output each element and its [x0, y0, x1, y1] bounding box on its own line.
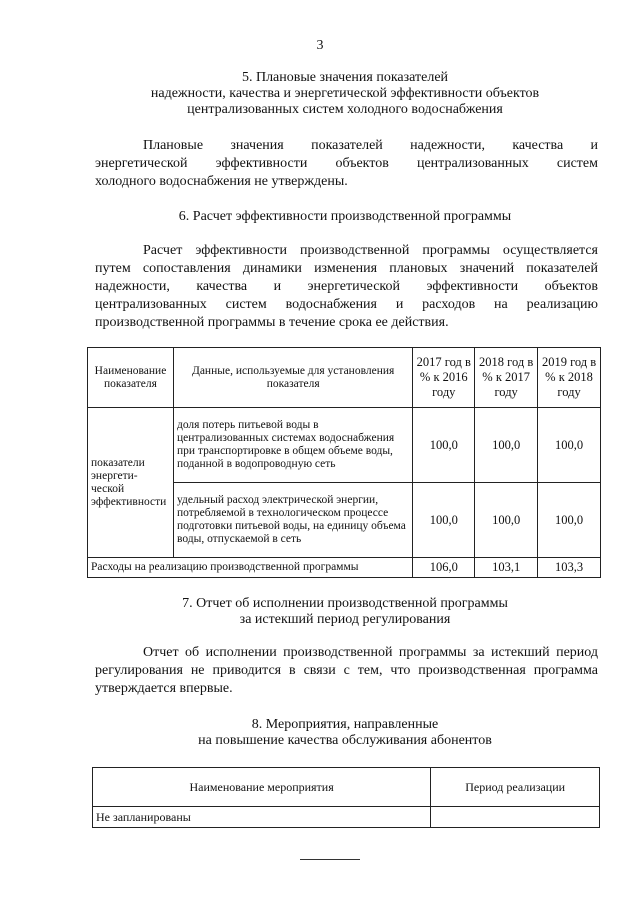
period-cell: [431, 807, 600, 828]
measure-name-cell: Не запланированы: [93, 807, 431, 828]
section5-paragraph: [95, 137, 598, 191]
paragraph-line: производственной программы в течение срока ее действия.: [95, 315, 449, 330]
expenses-row: [88, 558, 601, 578]
section7-title: [90, 596, 600, 628]
footer-rule: [300, 859, 360, 860]
header-year-2017: 2017 год в % к 2016 году: [413, 348, 475, 408]
section6-paragraph: [95, 242, 598, 332]
header-measure-name: Наименование мероприятия: [93, 768, 431, 807]
paragraph-line: Расчет эффективности производственной программы осуществляется: [143, 243, 598, 258]
section7-title-line: за истекший период регулирования: [239, 612, 451, 627]
group-label-cell: показатели энергети- ческой эффективности: [88, 408, 174, 558]
header-period: Период реализации: [431, 768, 600, 807]
section8-title-line: 8. Мероприятия, направленные: [251, 717, 439, 732]
indicator-description: удельный расход электрической энергии, потребляемой в технологическом процессе подготовки питьевой воды, на единицу объема воды, отпускаемой в сеть: [173, 483, 412, 558]
value-cell: 100,0: [413, 408, 475, 483]
paragraph-line: энергетической эффективности объектов централизованных систем: [95, 156, 598, 171]
header-year-2019: 2019 год в % к 2018 году: [538, 348, 601, 408]
paragraph-line: путем сопоставления динамики изменения плановых значений показателей: [95, 261, 598, 276]
value-cell: 106,0: [413, 558, 475, 578]
paragraph-line: холодного водоснабжения не утверждены.: [95, 174, 348, 189]
header-year-2018: 2018 год в % к 2017 году: [475, 348, 538, 408]
paragraph-line: централизованных систем водоснабжения и расходов на реализацию: [95, 297, 598, 312]
paragraph-line: Плановые значения показателей надежности, качества и: [143, 138, 598, 153]
value-cell: 100,0: [413, 483, 475, 558]
table-header-row: [93, 768, 600, 807]
page-number: 3: [316, 38, 324, 53]
section5-title-line: централизованных систем холодного водоснабжения: [187, 102, 503, 117]
header-indicator-name: Наименование показателя: [88, 348, 174, 408]
table-header-row: [88, 348, 601, 408]
value-cell: 100,0: [538, 408, 601, 483]
section5-title: [90, 70, 600, 118]
paragraph-line: надежности, качества и энергетической эффективности объектов: [95, 279, 598, 294]
section6-title: 6. Расчет эффективности производственной программы: [178, 209, 512, 224]
value-cell: 100,0: [475, 483, 538, 558]
paragraph-line: утверждается впервые.: [95, 681, 233, 696]
indicator-description: доля потерь питьевой воды в централизованных системах водоснабжения при транспортировке в общем объеме воды, поданной в водопроводную сеть: [173, 408, 412, 483]
measures-table: [92, 767, 600, 828]
value-cell: 103,3: [538, 558, 601, 578]
value-cell: 103,1: [475, 558, 538, 578]
value-cell: 100,0: [538, 483, 601, 558]
section5-title-line: 5. Плановые значения показателей: [241, 70, 449, 85]
table-row: [93, 807, 600, 828]
section8-title: [90, 717, 600, 749]
table-row: [88, 408, 601, 483]
section8-title-line: на повышение качества обслуживания абонентов: [198, 733, 492, 748]
value-cell: 100,0: [475, 408, 538, 483]
section5-title-line: надежности, качества и энергетической эффективности объектов: [150, 86, 540, 101]
paragraph-line: Отчет об исполнении производственной программы за истекший период: [143, 645, 598, 660]
section7-title-line: 7. Отчет об исполнении производственной программы: [182, 596, 508, 611]
expenses-label: Расходы на реализацию производственной программы: [88, 558, 413, 578]
efficiency-table: [87, 347, 601, 578]
header-data-used: Данные, используемые для установления показателя: [173, 348, 412, 408]
paragraph-line: регулирования не приводится в связи с тем, что производственная программа: [95, 663, 598, 678]
section7-paragraph: [95, 644, 598, 698]
